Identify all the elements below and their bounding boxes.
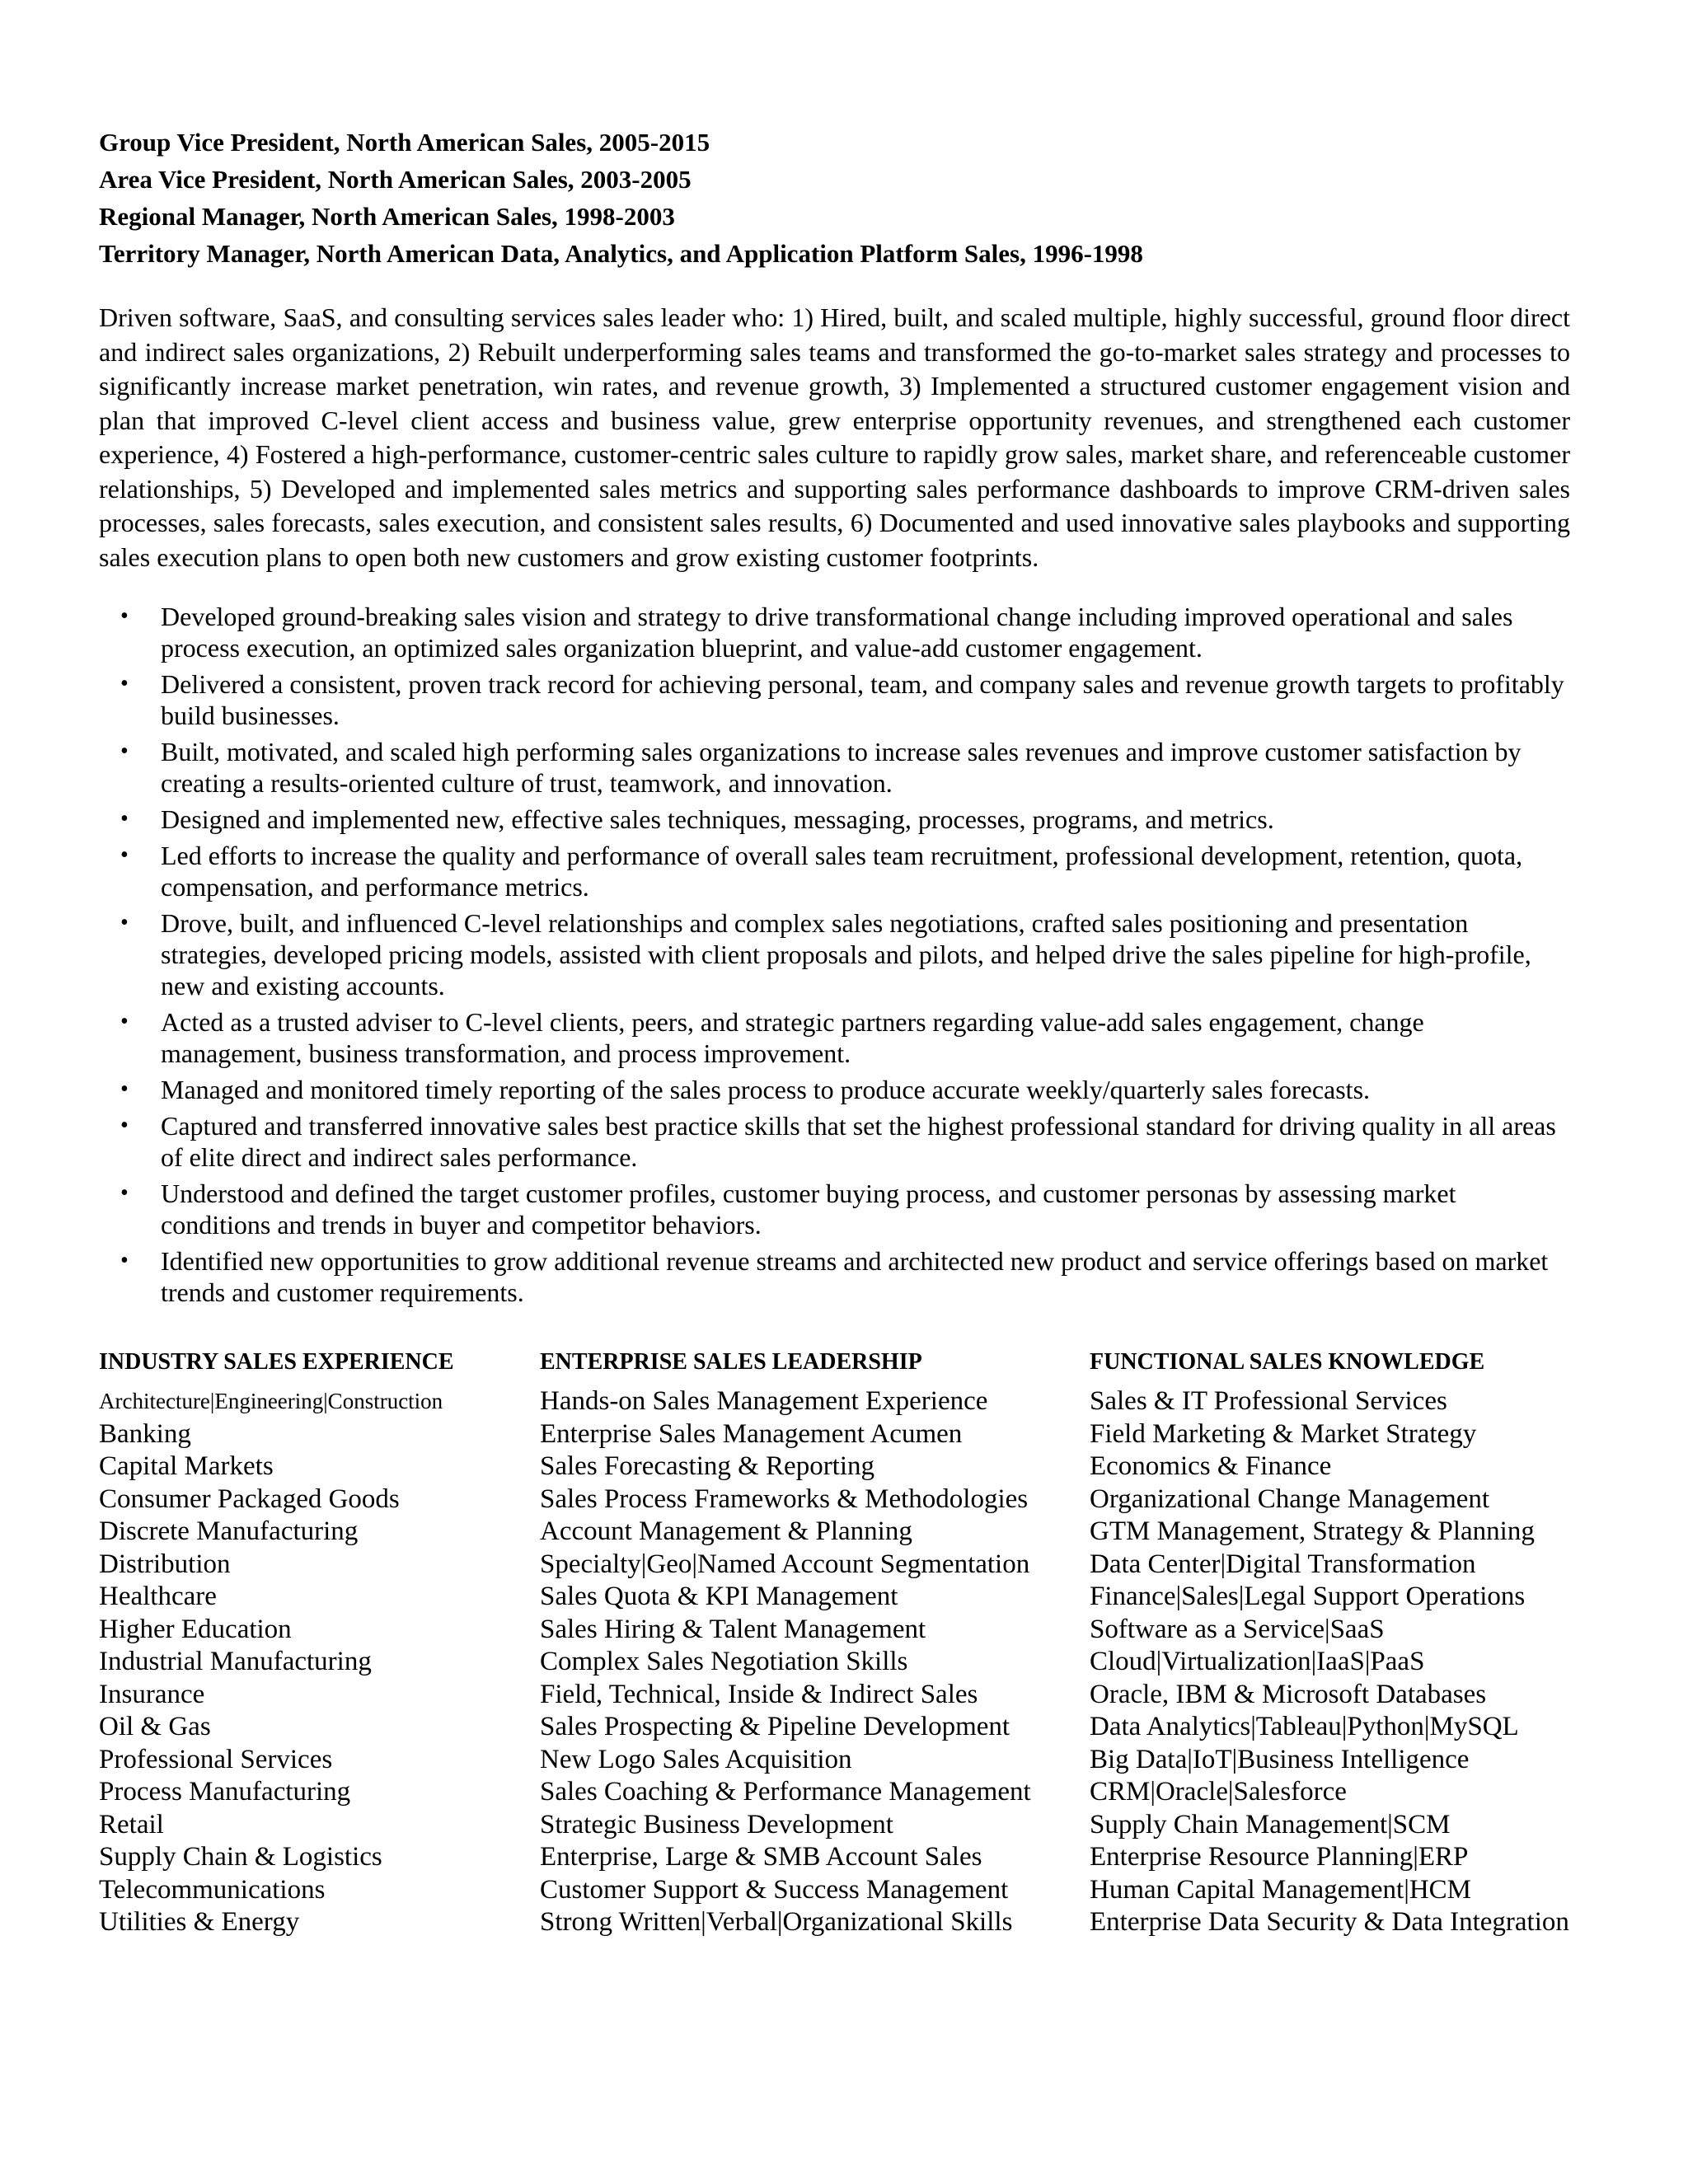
bullet-text: Designed and implemented new, effective sales techniques, messaging, processes, programs, and metrics. — [161, 804, 1274, 834]
list-item — [99, 1245, 1570, 1308]
bullet-text: Acted as a trusted adviser to C-level clients, peers, and strategic partners regarding value-add sales engagement, change management, business transformation, and process improvement. — [161, 1007, 1424, 1068]
list-item: Data Analytics|Tableau|Python|MySQL — [1090, 1712, 1519, 1741]
list-item: CRM|Oracle|Salesforce — [1090, 1777, 1347, 1807]
list-item: Oil & Gas — [99, 1712, 211, 1741]
skills-section — [99, 1346, 1648, 1956]
bullet-text: Delivered a consistent, proven track record for achieving personal, team, and company sales and revenue growth targets to profitably build businesses. — [161, 669, 1564, 730]
bullet-icon: • — [120, 671, 129, 696]
list-item: Specialty|Geo|Named Account Segmentation — [540, 1549, 1030, 1579]
job-titles — [99, 124, 1624, 272]
list-item: Organizational Change Management — [1090, 1483, 1490, 1514]
list-item — [99, 1006, 1570, 1069]
bullet-text: Identified new opportunities to grow additional revenue streams and architected new product and service offerings based on market trends and customer requirements. — [161, 1246, 1549, 1307]
list-item: Complex Sales Negotiation Skills — [540, 1647, 908, 1676]
list-item — [99, 907, 1570, 1001]
bullet-text: Understood and defined the target customer profiles, customer buying process, and customer personas by assessing market conditions and trends in buyer and competitor behaviors. — [161, 1179, 1456, 1240]
list-item — [99, 736, 1570, 799]
knowledge-list — [1090, 1385, 1650, 1939]
list-item: New Logo Sales Acquisition — [540, 1744, 852, 1774]
list-item: Sales Hiring & Talent Management — [540, 1614, 926, 1644]
enterprise-sales-column — [540, 1346, 1088, 1939]
list-item: Enterprise Data Security & Data Integration — [1090, 1907, 1569, 1937]
list-item: Human Capital Management|HCM — [1090, 1874, 1472, 1905]
list-item: Supply Chain & Logistics — [99, 1842, 382, 1872]
column-heading: INDUSTRY SALES EXPERIENCE — [99, 1349, 454, 1375]
list-item: Capital Markets — [99, 1451, 274, 1481]
list-item: Sales Quota & KPI Management — [540, 1582, 898, 1611]
leadership-list — [540, 1385, 1088, 1939]
list-item: Cloud|Virtualization|IaaS|PaaS — [1090, 1647, 1425, 1676]
list-item: Utilities & Energy — [99, 1907, 300, 1937]
list-item: Sales Coaching & Performance Management — [540, 1777, 1031, 1807]
functional-sales-column — [1090, 1346, 1650, 1939]
column-heading: ENTERPRISE SALES LEADERSHIP — [540, 1349, 922, 1375]
bullet-icon: • — [120, 738, 129, 764]
job-title: Area Vice President, North American Sales, 2003-2005 — [99, 165, 692, 194]
resume-page — [99, 124, 1624, 1313]
industry-list — [99, 1385, 536, 1939]
list-item: Oracle, IBM & Microsoft Databases — [1090, 1679, 1487, 1709]
column-heading: FUNCTIONAL SALES KNOWLEDGE — [1090, 1349, 1485, 1375]
list-item: Sales Process Frameworks & Methodologies — [540, 1483, 1029, 1514]
job-title: Territory Manager, North American Data, Analytics, and Application Platform Sales, 1996-1998 — [99, 239, 1143, 268]
list-item — [99, 1074, 1570, 1105]
list-item: Data Center|Digital Transformation — [1090, 1549, 1476, 1579]
list-item: Architecture|Engineering|Construction — [99, 1389, 443, 1413]
list-item: Account Management & Planning — [540, 1516, 912, 1546]
list-item: Banking — [99, 1418, 191, 1449]
bullet-icon: • — [120, 1076, 129, 1102]
list-item: Process Manufacturing — [99, 1777, 351, 1807]
industry-sales-column — [99, 1346, 536, 1939]
list-item: Supply Chain Management|SCM — [1090, 1809, 1451, 1840]
achievements-list — [99, 601, 1570, 1308]
list-item: Sales Prospecting & Pipeline Development — [540, 1712, 1010, 1741]
list-item: Industrial Manufacturing — [99, 1647, 372, 1676]
summary-paragraph: Driven software, SaaS, and consulting services sales leader who: 1) Hired, built, and scaled multiple, highly successful, ground floor direct and indirect sales organizations, 2) Rebuilt underperforming sales teams and transformed the go-to-market sales strategy and processes to significantly increase market penetration, win rates, and revenue growth, 3) Implemented a structured customer engagement vision and plan that improved C-level client access and business value, grew enterprise opportunity revenues, and strengthened each customer experience, 4) Fostered a high-performance, customer-centric sales culture to rapidly grow sales, market share, and referenceable customer relationships, 5) Developed and implemented sales metrics and supporting sales performance dashboards to improve CRM-driven sales processes, sales forecasts, sales execution, and consistent sales results, 6) Documented and used innovative sales playbooks and supporting sales execution plans to open both new customers and grow existing customer footprints. — [99, 302, 1570, 572]
bullet-text: Captured and transferred innovative sales best practice skills that set the highest professional standard for driving quality in all areas of elite direct and indirect sales performance. — [161, 1111, 1556, 1172]
job-title: Regional Manager, North American Sales, 1998-2003 — [99, 202, 675, 231]
job-title: Group Vice President, North American Sales, 2005-2015 — [99, 128, 710, 157]
list-item: Enterprise Sales Management Acumen — [540, 1418, 963, 1449]
list-item: Sales & IT Professional Services — [1090, 1386, 1447, 1416]
bullet-text: Led efforts to increase the quality and performance of overall sales team recruitment, professional development, retention, quota, compensation, and performance metrics. — [161, 841, 1523, 902]
list-item: Software as a Service|SaaS — [1090, 1614, 1385, 1644]
list-item: Big Data|IoT|Business Intelligence — [1090, 1744, 1470, 1774]
list-item: Sales Forecasting & Reporting — [540, 1451, 875, 1481]
list-item: Higher Education — [99, 1614, 292, 1644]
list-item: Enterprise Resource Planning|ERP — [1090, 1842, 1469, 1872]
list-item: Finance|Sales|Legal Support Operations — [1090, 1582, 1526, 1611]
list-item: Strategic Business Development — [540, 1809, 893, 1840]
list-item — [99, 1110, 1570, 1173]
bullet-icon: • — [120, 1113, 129, 1138]
list-item: Consumer Packaged Goods — [99, 1483, 400, 1514]
list-item: Insurance — [99, 1679, 205, 1709]
bullet-icon: • — [120, 1180, 129, 1206]
bullet-icon: • — [120, 806, 129, 832]
list-item: GTM Management, Strategy & Planning — [1090, 1516, 1535, 1546]
list-item: Customer Support & Success Management — [540, 1874, 1009, 1905]
bullet-icon: • — [120, 1009, 129, 1034]
list-item: Retail — [99, 1809, 164, 1840]
bullet-text: Drove, built, and influenced C-level relationships and complex sales negotiations, crafted sales positioning and presentation strategies, developed pricing models, assisted with client proposals and pilots, and helped drive the sales pipeline for high-profile, new and existing accounts. — [161, 908, 1531, 1001]
list-item — [99, 840, 1570, 902]
list-item — [99, 1178, 1570, 1240]
list-item: Strong Written|Verbal|Organizational Skills — [540, 1907, 1013, 1937]
bullet-text: Developed ground-breaking sales vision and strategy to drive transformational change including improved operational and sales process execution, an optimized sales organization blueprint, and value-add customer engagement. — [161, 602, 1513, 663]
list-item: Professional Services — [99, 1744, 333, 1774]
list-item: Discrete Manufacturing — [99, 1516, 359, 1546]
bullet-icon: • — [120, 842, 129, 868]
list-item: Enterprise, Large & SMB Account Sales — [540, 1842, 982, 1872]
list-item: Distribution — [99, 1549, 231, 1579]
list-item: Hands-on Sales Management Experience — [540, 1386, 988, 1416]
list-item — [99, 601, 1570, 663]
list-item: Field Marketing & Market Strategy — [1090, 1418, 1477, 1449]
list-item — [99, 804, 1570, 835]
list-item: Economics & Finance — [1090, 1451, 1332, 1481]
list-item — [99, 668, 1570, 731]
list-item: Healthcare — [99, 1582, 217, 1611]
bullet-icon: • — [120, 603, 129, 629]
bullet-text: Managed and monitored timely reporting of the sales process to produce accurate weekly/quarterly sales forecasts. — [161, 1075, 1371, 1104]
list-item: Telecommunications — [99, 1874, 326, 1905]
list-item: Field, Technical, Inside & Indirect Sales — [540, 1679, 978, 1709]
bullet-text: Built, motivated, and scaled high performing sales organizations to increase sales revenues and improve customer satisfaction by creating a results-oriented culture of trust, teamwork, and innovation. — [161, 737, 1522, 798]
bullet-icon: • — [120, 910, 129, 935]
bullet-icon: • — [120, 1248, 129, 1273]
